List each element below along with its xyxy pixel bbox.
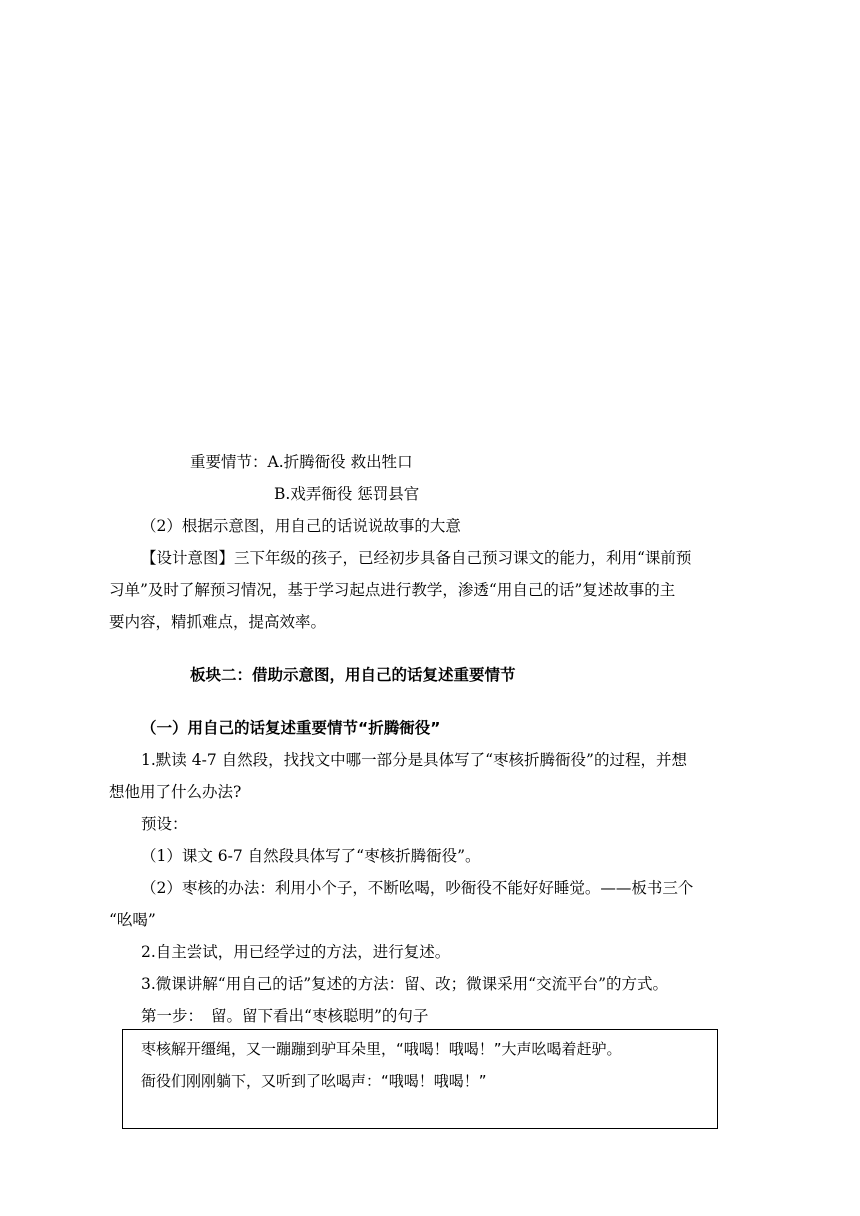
step-3: 3.微课讲解“用自己的话”复述的方法：留、改；微课采用“交流平台”的方式。: [141, 975, 668, 993]
section-2-title: 板块二：借助示意图，用自己的话复述重要情节: [190, 666, 516, 684]
first-step-text: 留。留下看出“枣核聪明”的句子: [211, 1007, 429, 1025]
preset-label: 预设：: [141, 815, 188, 833]
subsection-1-title: （一）用自己的话复述重要情节“折腾衙役”: [141, 719, 441, 737]
quote-box: [122, 1029, 718, 1129]
preset-2-line-1: （2）枣核的办法：利用小个子，不断吆喝，吵衙役不能好好睡觉。——板书三个: [141, 879, 694, 897]
plot-line-a: [190, 452, 413, 472]
plot-label: 重要情节：: [190, 453, 268, 471]
step-1-line-2: 想他用了什么办法?: [109, 783, 242, 801]
first-step-label: 第一步：: [141, 1007, 204, 1025]
quote-line-1: 枣核解开缰绳，又一蹦蹦到驴耳朵里，“哦喝！哦喝！”大声吆喝着赶驴。: [141, 1040, 622, 1058]
design-intent-line-3: 要内容，精抓难点，提高效率。: [109, 613, 327, 631]
plot-item-a: A.折腾衙役 救出牲口: [267, 453, 413, 471]
task-2: （2）根据示意图，用自己的话说说故事的大意: [141, 517, 461, 535]
step-1-line-1: 1.默读 4-7 自然段，找找文中哪一部分是具体写了“枣核折腾衙役”的过程，并想: [141, 751, 687, 769]
plot-item-b: B.戏弄衙役 惩罚县官: [274, 485, 420, 503]
quote-line-2: 衙役们刚刚躺下，又听到了吆喝声：“哦喝！哦喝！”: [141, 1072, 487, 1090]
first-step: [141, 1006, 428, 1026]
preset-1: （1）课文 6-7 自然段具体写了“枣核折腾衙役”。: [141, 847, 481, 865]
preset-2-line-2: “吆喝”: [109, 911, 156, 929]
step-2: 2.自主尝试，用已经学过的方法，进行复述。: [141, 943, 451, 961]
design-intent-line-2: 习单”及时了解预习情况，基于学习起点进行教学，渗透“用自己的话”复述故事的主: [109, 581, 676, 599]
design-intent-line-1: 【设计意图】三下年级的孩子，已经初步具备自己预习课文的能力，利用“课前预: [141, 549, 692, 567]
